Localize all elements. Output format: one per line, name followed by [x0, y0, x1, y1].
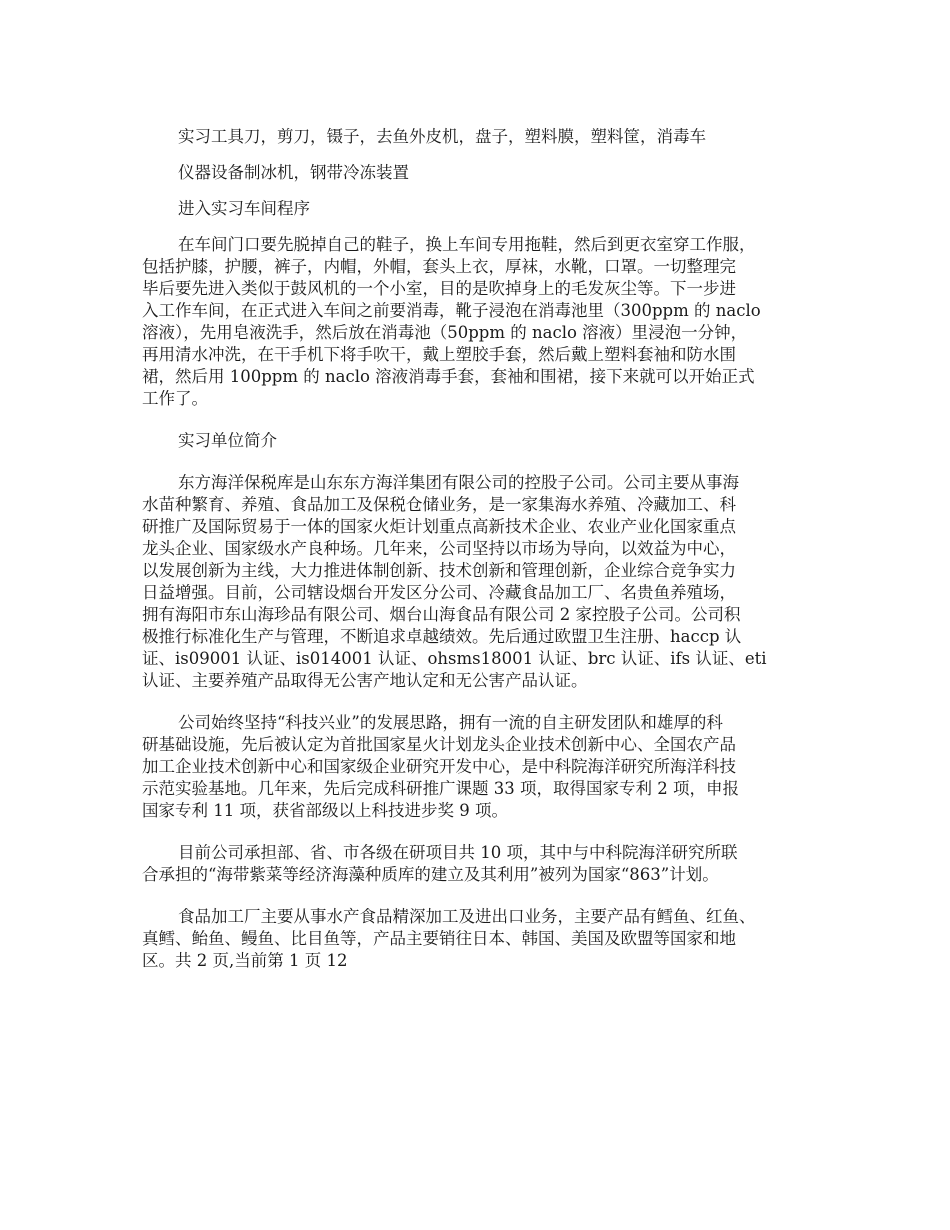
text-line: 加工企业技术创新中心和国家级企业研究开发中心，是中科院海洋研究所海洋科技: [142, 757, 736, 776]
text-line: 在车间门口要先脱掉自己的鞋子，换上车间专用拖鞋，然后到更衣室穿工作服，: [178, 235, 756, 254]
text-line: 公司始终坚持“科技兴业”的发展思路，拥有一流的自主研发团队和雄厚的科: [178, 713, 723, 732]
text-line: 东方海洋保税库是山东东方海洋集团有限公司的控股子公司。公司主要从事海: [178, 473, 739, 492]
company-heading: 实习单位简介: [178, 431, 277, 450]
text-line: 水苗种繁育、养殖、食品加工及保税仓储业务，是一家集海水养殖、冷藏加工、科: [142, 495, 736, 514]
text-line: 认证、主要养殖产品取得无公害产地认定和无公害产品认证。: [142, 671, 588, 690]
equipment-line: 仪器设备制冰机，钢带冷冻装置: [178, 163, 409, 182]
text-line: 拥有海阳市东山海珍品有限公司、烟台山海食品有限公司 2 家控股子公司。公司积: [142, 605, 741, 624]
food-plant-paragraph: [142, 906, 832, 972]
procedure-heading: 进入实习车间程序: [178, 199, 310, 218]
text-line: 日益增强。目前，公司辖设烟台开发区分公司、冷藏食品加工厂、名贵鱼养殖场，: [142, 583, 736, 602]
text-line: 区。共 2 页,当前第 1 页 12: [142, 951, 348, 970]
text-line: 毕后要先进入类似于鼓风机的一个小室，目的是吹掉身上的毛发灰尘等。下一步进: [142, 279, 736, 298]
text-line: 溶液），先用皂液洗手，然后放在消毒池（50ppm 的 naclo 溶液）里浸泡一分钟，: [142, 323, 748, 342]
text-line: 以发展创新为主线，大力推进体制创新、技术创新和管理创新，企业综合竞争实力: [142, 561, 736, 580]
text-line: 工作了。: [142, 389, 208, 408]
text-line: 裙，然后用 100ppm 的 naclo 溶液消毒手套，套袖和围裙，接下来就可以开始正式: [142, 367, 755, 386]
tools-line: 实习工具刀，剪刀，镊子，去鱼外皮机，盘子，塑料膜，塑料筐，消毒车: [178, 127, 706, 146]
text-line: 再用清水冲洗，在干手机下将手吹干，戴上塑胶手套，然后戴上塑料套袖和防水围: [142, 345, 736, 364]
tech-paragraph: [142, 712, 832, 822]
text-line: 研基础设施，先后被认定为首批国家星火计划龙头企业技术创新中心、全国农产品: [142, 735, 736, 754]
text-line: 龙头企业、国家级水产良种场。几年来，公司坚持以市场为导向，以效益为中心，: [142, 539, 736, 558]
text-line: 合承担的“海带紫菜等经济海藻种质库的建立及其利用”被列为国家“863”计划。: [142, 865, 719, 884]
company-intro-paragraph: [142, 472, 832, 692]
text-line: 研推广及国际贸易于一体的国家火炬计划重点高新技术企业、农业产业化国家重点: [142, 517, 736, 536]
text-line: 国家专利 11 项，获省部级以上科技进步奖 9 项。: [142, 801, 508, 820]
procedure-paragraph: [142, 234, 832, 410]
text-line: 极推行标准化生产与管理，不断追求卓越绩效。先后通过欧盟卫生注册、haccp 认: [142, 627, 742, 646]
text-line: 食品加工厂主要从事水产食品精深加工及进出口业务，主要产品有鳕鱼、红鱼、: [178, 907, 756, 926]
text-line: 包括护膝，护腰，裤子，内帽，外帽，套头上衣，厚袜，水靴，口罩。一切整理完: [142, 257, 736, 276]
text-line: 目前公司承担部、省、市各级在研项目共 10 项，其中与中科院海洋研究所联: [178, 843, 738, 862]
text-line: 入工作车间，在正式进入车间之前要消毒，靴子浸泡在消毒池里（300ppm 的 naclo: [142, 301, 761, 320]
document-body: [142, 126, 832, 972]
text-line: 示范实验基地。几年来，先后完成科研推广课题 33 项，取得国家专利 2 项，申报: [142, 779, 739, 798]
projects-paragraph: [142, 842, 832, 886]
text-line: 证、is09001 认证、is014001 认证、ohsms18001 认证、brc 认证、ifs 认证、eti: [142, 649, 767, 668]
text-line: 真鳕、鲐鱼、鳗鱼、比目鱼等，产品主要销往日本、韩国、美国及欧盟等国家和地: [142, 929, 736, 948]
